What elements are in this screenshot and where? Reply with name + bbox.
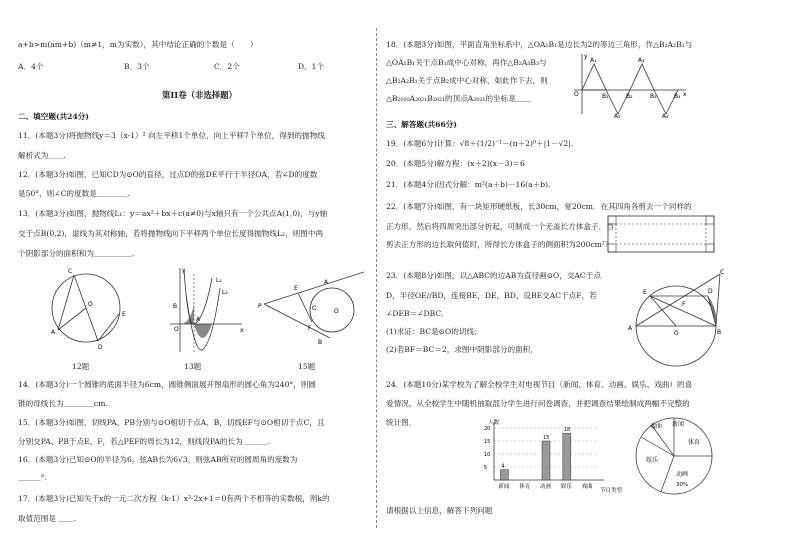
bar-3 [563,433,571,480]
q10-option-b: B．3个 [124,62,150,71]
q23-label-o: O [674,330,679,337]
bar-y-tick-label: 5 [484,465,488,471]
q18-zigzag [582,64,678,114]
bar-data-label: 15 [543,435,550,441]
pie-slice-boundary [641,437,674,456]
q15-line1: 15．(本题3分)如图，切线PA、PB分别与⊙O相切于点A、B，切线EF与⊙O相切于点C，且 [18,418,325,427]
bar-data-label: 4 [501,463,505,470]
q15-circle [310,288,354,332]
bar-category-label: 动画 [540,484,552,490]
q18-label-b4: B₄ [674,93,681,100]
q22-line3: 剪去正方形的边长取何值时，所得长方体盒子的侧面积为200cm²？ [386,240,613,249]
q17-line2: 取值范围是 ＿＿. [18,514,76,523]
q15-tangent-pb [264,304,330,338]
q23-line2: D，半径OE//BD，连接BE，DE，BD，设BE交AC于点F，若 [386,291,597,300]
q12-line2: 是50°，则∠C的度数是＿＿＿＿. [18,189,130,198]
q23-label-b: B [717,329,722,336]
q24-line3: 统计图． [386,418,417,427]
q18-label-o: O [574,91,579,98]
pie-slice-label: 动画 [676,471,689,478]
q23-radius-oe [650,296,676,326]
q15-label-b: B [318,339,323,346]
q22-corner-tr [706,216,714,224]
q15-tangent-pa [264,272,364,304]
q18-line1: 18．(本题3分)如图，平面直角坐标系中，△OA₁B₁是边长为2的等边三角形，作△B₂A₂B₁与 [386,40,693,49]
q13-line2: 交于点B(0,2)，虚线为其对称轴，若将抛物线向下平移两个单位长度得抛物线L₂，则图中两 [18,229,324,238]
q12-label-d: D [98,344,103,351]
q23-label-c: C [720,269,725,276]
q22-figure [606,214,718,254]
q18-line4: △B₂₀₂₀A₂₀₂₁B₂₀₂₁的顶点A₂₀₂₁的坐标是＿＿ [386,94,532,103]
q22-corner-tl [608,216,616,224]
q12-radius-oa [58,308,86,330]
q18-label-b3: B₃ [650,93,657,100]
q23-line5: (2)若BF＝BC＝2，求图中阴影部分的面积． [386,345,538,354]
q12-label-o: O [88,301,93,308]
q13-line3: 个阴影部分的面积和为＿＿＿＿＿. [18,249,135,258]
q15-label-a: A [324,279,329,286]
q14-line1: 14．(本题3分)一个圆锥的底面半径为6cm，圆锥侧面展开图扇形的圆心角为240°，则圆 [18,380,316,389]
q24-bar-chart [468,416,628,498]
fig13-caption: 13题 [184,362,202,371]
bar-0 [500,470,508,480]
q10-option-d: D．1个 [298,62,325,71]
q15-label-f: F [308,325,312,332]
q13-label-b: B [173,303,178,310]
q13-line1: 13．(本题3分)如图，抛物线L₁：y＝ax²＋bx＋c(a≠0)与x轴只有一个公共点A(1,0)，与y轴 [18,209,328,218]
q24-line1: 24．(本题10分)某学校为了解全校学生对电视节目（新闻、体育、动画、娱乐、戏曲）的喜 [386,380,693,389]
q23-line3: ∠DEB＝∠DBC． [386,309,449,318]
q15-figure [258,268,370,348]
q13-label-l1: L₁ [216,277,222,284]
q23-line4: (1)求证：BC是⊙O的切线； [386,327,482,336]
q18-label-b1: B₁ [602,93,609,100]
q14-line2: 锥的母线长为＿＿＿＿cm. [18,399,108,408]
q15-label-e: E [294,285,298,292]
q19-text: 19．(本题6分)计算：√8＋(1/2)⁻¹－(π＋2)⁰＋|1－√2|. [386,139,574,148]
q18-label-a3: A₃ [638,57,645,64]
pie-slice-label: 戏曲 [650,423,663,430]
q15-label-o: O [334,308,339,315]
q23-line-ac [636,274,720,326]
bar-y-tick-label: 10 [484,452,491,458]
bar-y-label: 人数 [488,420,500,426]
q13-label-x: x [240,327,244,334]
q18-label-y: y [584,53,588,60]
q23-line1: 23．(本题8分)如图，以△ABC的边AB为直径画⊙O，交AC于点 [386,271,601,280]
q22-board [608,216,714,252]
bar-y-tick-label: 20 [484,426,491,432]
q10-option-a: A．4个 [18,62,44,71]
q10-option-c: C．2个 [214,62,240,71]
q24-line4: 请根据以上信息，解答下列问题 [386,506,493,515]
q24-pie-chart [632,414,716,498]
q24-line2: 爱情况，从全校学生中随机抽取部分学生进行问卷调查，并把调查结果绘制成两幅不完整的 [386,399,690,408]
q22-corner-bl [608,244,616,252]
bar-x-label: 节目类型 [600,488,623,494]
q13-shade-left [180,304,194,324]
q18-label-a1: A₁ [590,57,597,64]
bar-category-label: 娱乐 [560,484,572,490]
q18-label-a2: A₂ [614,113,621,118]
q11-line1: 11．(本题3分)将抛物线y＝3（x-1）² 向左平移1个单位，向上平移7个单位，得到的抛物线 [18,131,325,140]
q15-label-p: P [258,303,262,310]
q13-label-y: y [182,267,186,274]
q13-shade-bottom [194,324,212,338]
bar-data-label: 18 [563,427,571,434]
q22-corner-br [706,244,714,252]
q22-line1: 22．(本题7分)如图，有一块矩形硬纸板，长30cm，宽20cm．在其四角各剪去一个同样的 [386,202,692,211]
q23-label-a: A [628,325,633,332]
bar-category-label: 戏曲 [581,484,593,490]
q22-line2: 正方形，然后将四周突出部分折起，可制成一个无盖长方体盒子．当 [386,222,614,231]
q18-line2: △OA₁B₁关于点B₁成中心对称，再作△B₂A₃B₃与 [386,58,547,67]
q18-figure [570,52,690,118]
q16-line1: 16．(本题3分)已知⊙O的半径为6，弦AB长为6√3，则弦AB所对的圆周角的度数为 [18,455,298,464]
q15-label-c: C [312,305,317,312]
q20-text: 20．(本题5分)解方程：(x＋2)(x－3)＝6 [386,159,525,168]
q11-line2: 解析式为＿＿. [18,151,66,160]
q12-chord-ca [58,275,74,330]
part2-title: 第II卷（非选择题） [162,90,237,100]
q12-label-e: E [122,311,126,318]
fig15-caption: 15题 [298,362,316,371]
pie-slice-label: 娱乐 [646,457,659,464]
bar-y-tick-label: 15 [484,439,491,445]
q12-label-a: A [51,329,56,336]
q23-label-e: E [643,289,647,296]
q12-chord-de [98,314,119,341]
pie-slice-label: 体育 [688,439,701,446]
q23-line-bc [716,274,720,326]
pie-annotation: 30% [676,482,689,488]
q23-label-d: D [708,288,713,295]
q12-figure [38,264,138,354]
q18-label-b2: B₂ [626,93,633,100]
q18-label-a4: A₄ [662,113,669,118]
q13-label-a: A [196,316,201,323]
q18-label-x: x [683,91,687,98]
q23-figure [624,266,728,374]
q17-line1: 17．(本题3分)已知关于x的一元二次方程（k-1）x²-2x+1＝0有两个不相等的实数根，则k的 [18,494,330,503]
q21-text: 21．(本题4分)因式分解：m²(a＋b)－16(a＋b). [386,180,551,189]
bar-category-label: 新闻 [498,484,510,490]
pie-slice-boundary [661,456,674,492]
q10-tail: a+b>m(am+b)（m≠1，m为实数），其中结论正确的个数是（ ） [18,40,258,49]
q13-label-o: O [174,326,179,333]
section3-heading: 三、解答题(共66分) [386,120,457,129]
q18-line3: △B₂A₂B₁关于点B₂成中心对称，如此作下去，则 [386,76,548,85]
section2-heading: 二、填空题(共24分) [18,112,89,121]
q12-label-c: C [68,268,73,275]
q13-figure [160,264,250,354]
q23-label-f: F [682,301,686,308]
bar-2 [542,441,550,480]
q16-line2: ＿＿＿°. [18,473,47,482]
q13-label-l2: L₂ [222,289,228,296]
q15-line2: 分别交PA、PB于点E、F，若△PEF的周长为12，则线段PA的长为 ＿＿＿. [18,437,271,446]
fig12-caption: 12题 [72,362,90,371]
pie-slice-label: 新闻 [672,421,685,428]
column-divider [376,28,377,528]
q12-line1: 12．(本题3分)如图，已知CD为⊙O的直径，过点D的弦DE平行于半径OA，若∠D的度数 [18,170,318,179]
bar-category-label: 体育 [519,484,531,490]
